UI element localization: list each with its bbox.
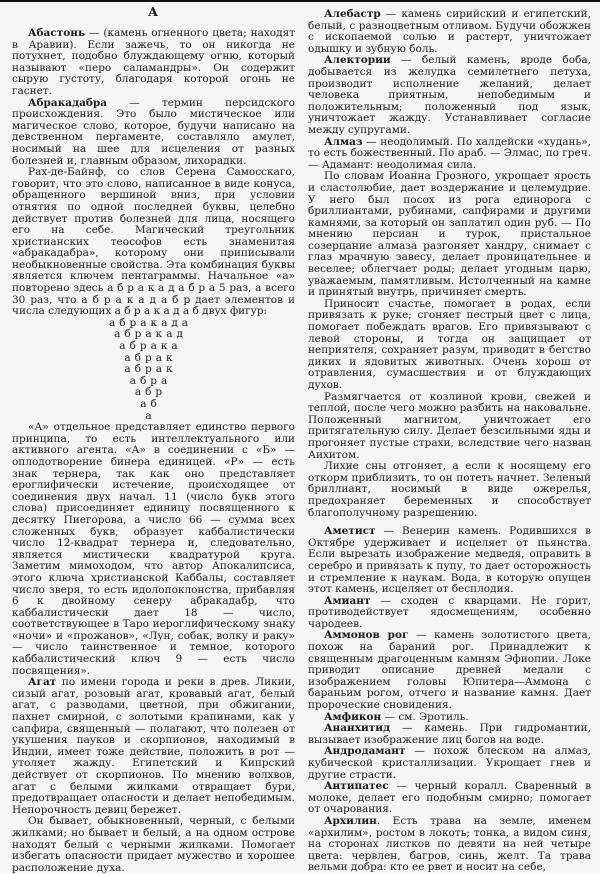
dictionary-entry — [12, 28, 295, 98]
dictionary-entry — [308, 55, 591, 136]
dictionary-entry — [308, 746, 591, 781]
entry-headword: Архилин — [324, 814, 377, 827]
entry-body-text: — Венерин камень. Родившихся в Октябре удерживает и исцеляет от пьянства. Если вырезать изображение медведя, оправить в серебро и привязать к пупу, то дает осторожность и стремление к наукам. Вода, в которую опущен этот камень, исцеляет от бесплодия. — [308, 525, 591, 596]
abracadabra-triangle — [6, 318, 295, 422]
entry-headword: Амфикон — [324, 710, 382, 723]
entry-headword: Амиант — [324, 594, 371, 607]
triangle-line: абракада — [108, 316, 193, 329]
dictionary-entry — [308, 630, 591, 711]
entry-body-text: — белый камень, вроде боба, добывается из желудка семилетнего петуха, производит исполнение желаний, делает человека приятным, непобедимым и положительным; положенный под язык, уничтожает жажду. Устанавливает согласие между супругами. — [308, 54, 591, 136]
entry-body-text: — камень. При гидромантии, вызывает изображение лиц богов на воде. — [308, 722, 591, 746]
entry-body-text: Размягчается от козлиной крови, свежей и теплой, после чего можно разбить на наковальне. Положенный магнитом, уничтожает его притягательную силу. Делает безсильными яды и прогоняет пустые страхи, вследствие чего назван Аихитом. — [308, 390, 591, 461]
entry-headword: Андродамант — [324, 745, 406, 758]
entry-body-text: «А» отдельное представляет единство первого принципа, то есть интеллектуального или активного агента. «А» в соединении с «Б» — оплодотворение бинера единицей. «Р» — есть знак тернера, так как оно представляет ероглифически истечение, происходящее от соединения двух начал. 11 (число букв этого слова) присоединяет единицу посвященного к десятку Пиегорова, а число 66 — сумма всех сложенных букв, образует каббалистически число 12-квадрат тернера и, следовательно, является мистически квадратурой круга. Заметим мимоходом, что автор Апокалипсиса, этого ключа христианской Каббалы, составляет число зверя, то есть идолопоклонства, прибавляя 6 к двойному сенеру абракадабр, что каббалистически дает 18 — число, соответствующее в Таро иероглифическому знаку «ночи» и «прожанов», «Лун, собак, волку и раку» — число таинственное и темное, которого каббалистический ключ 9 — есть число посвящения». — [12, 421, 295, 677]
triangle-line: абрак — [124, 351, 177, 364]
entry-headword: Агат — [28, 676, 57, 689]
dictionary-entry — [308, 9, 591, 55]
entry-body-text: — термин персидского происхождения. Это было мистическое или магическое слово, которое, будучи написано на девственном пергаменте, составляло амулет, носимый на шее для исцеления от разных болезней и, главным образом, лихорадки. — [12, 96, 295, 167]
entry-headword: Антипатес — [324, 780, 389, 793]
entry-headword: Ананхитид — [324, 722, 391, 735]
entry-body-text: Лихие сны отгоняет, а если к носящему его откорм приблизить, то он потеть начнет. Зеленый бриллиант, носимый в виде ожерелья, предохраняет беременных и способствует благополучному разрешению. — [308, 460, 591, 519]
entry-body-text: — камень золотистого цвета, похож на бараний рог. Принадлежит к священным драгоценным камням Эфиопии. Локе приводит описание древней медали с изображением головы Юпитера—Аммона с бараньим рогом, отчего и название камня. Дает пророческие сновидения. — [308, 629, 592, 712]
entry-paragraph — [308, 392, 591, 462]
right-column — [308, 2, 592, 874]
entry-body-text: Рах-де-Байнф, со слов Серена Самосскаго, говорит, что это слово, написанное в виде конуса, обращенного вершиной вниз, при условии отнятия по одной последней буквы, целебно действует против болезней для лица, носящего его на себе. Магический треугольник христианских теософов есть знаменитая «абракадабра», которому они приписывали необыкновенные свойства. Эта комбинация буквы является ключем пентаграммы. Начальное «а» повторено здесь а б р а к а д а б р а 5 раз, а всего 30 раз, что а б р а к а д а б р дает элементов и числа следующих а б р а к а д а б двух фигур: — [12, 166, 295, 318]
entry-body-text: Он бывает, обыкновенный, черный, с белыми жилками; но бывает и белый, а на одном острове находят белый с черными жилками. Помогает избегать опасности придает мужество и хорошее расположение духа. — [12, 815, 295, 874]
entry-paragraph — [308, 171, 591, 299]
dictionary-entry — [308, 781, 591, 816]
entry-body-text: — см. Эротиль. — [381, 710, 469, 723]
entry-paragraph — [308, 299, 591, 392]
entry-headword: Аммонов рог — [324, 629, 409, 642]
dictionary-entry — [12, 677, 295, 816]
entry-body-text: — черный коралл. Сваренный в молоке, делает его подобным смирно; помогает от очарования. — [308, 780, 591, 816]
entry-headword: Алектории — [324, 54, 391, 67]
entry-body-text: по имени города и реки в древ. Ликии, сизый агат, розовый агат, кровавый агат, белый агат, с разводами, цветной, при обжигании, пахнет смирной, с золотыми крапинами, как у сапфира, священный — полагают, что полезен от укушения пауков и скорпионов, находимый в Индии, имеет тоже действие, положить в рот — утоляет жажду. Египетский и Кипрский действует от скорпионов. По мнению волхвов, агат с белыми жилками отвращает бури, предотвращает опасности и делает непобедимым. Непорочность девиц бережет. — [12, 676, 295, 816]
dictionary-entry — [308, 526, 591, 596]
triangle-line: абр — [134, 386, 167, 399]
dictionary-entry — [12, 98, 295, 168]
entry-body-text: — (камень огненного цвета; находят в Аравии). Если зажечь, то он никогда не потухнет, подобно блуждающему огню, который называют «перо саламандры». Он содержит сырую густоту, благодаря которой огонь не гаснет. — [12, 27, 295, 97]
triangle-line: а — [145, 409, 156, 422]
entry-body-text: . Есть трава на земле, именем «архилим», ростом в локоть; тонка, а видом синя, на сторонах листков по девяти на ней четыре цвета: червлен, багров, синь, желт. Та трава вельми добра: кто ее рвет и носит на себе, — [308, 814, 591, 874]
triangle-line: абрака — [119, 340, 182, 353]
entry-body-text: — похож блеском на алмаз, кубической кристаллизации. Укрощает гнев и другие страсти. — [308, 745, 591, 781]
entry-paragraph — [12, 422, 295, 677]
triangle-line: абракад — [114, 328, 187, 341]
entry-paragraph — [12, 816, 295, 874]
dictionary-entry — [308, 137, 591, 172]
entry-body-text: — камень сирийский и египетский, белый, с разноцветным отливом. Будучи обожжен с ископаемой солью и растерт, уничтожает одышку и зубную боль. — [308, 8, 591, 55]
triangle-line: абра — [129, 374, 172, 387]
section-letter-heading: А — [147, 4, 160, 19]
dictionary-entry — [308, 723, 591, 746]
entry-paragraph — [12, 167, 295, 318]
entry-headword: Алебастр — [324, 8, 381, 20]
left-column — [12, 2, 295, 874]
triangle-line: абрак — [124, 363, 177, 376]
dictionary-entry — [308, 596, 591, 631]
entry-headword: Абракадабра — [28, 96, 108, 109]
triangle-line: аб — [140, 398, 161, 410]
entry-headword: Аметист — [324, 525, 376, 538]
entry-body-text: — сходен с кварцами. Не горит, противодействует ядосмещениям, особенно чародеев. — [308, 594, 591, 630]
entry-headword: Алмаз — [324, 135, 363, 148]
entry-body-text: По словам Иоанна Грозного, укрощает ярость и сластолюбие, дает воздержание и целемудрие. У него был посох из рога единорога с бриллиантами, рубинами, сапфирами и другими камнями, за который он заплатил один руб. — По мнению персиан и турок, пристальное созерцание алмаза разгоняет хандру, снимает с глаз мрачную завесу, делает проницательнее и веселее; облегчает роды; делает угодным царю, уважаемым, памятливым. Истолченный на камне и принятый внутрь, причиняет смерть. — [308, 170, 591, 299]
entry-body-text: Приносит счастье, помогает в родах, если привязать к руке; сгоняет пестрый цвет с лица, помогает побеждать врагов. Его привязывают с левой стороны, и тогда он защищает от неприятеля, сохраняет разум, приводит в бегство диких и ядовитых животных. Очень хорош от отравления, сумасшествия и от блуждающих духов. — [308, 297, 591, 391]
page-top-rule — [0, 0, 600, 2]
entry-body-text: — неодолимый. По халдейски «худань», то есть божественный. По араб. — Элмас, по греч. — Адамант: неодолимая сила. — [308, 135, 591, 171]
entry-paragraph — [308, 461, 591, 519]
entry-headword: Абастонь — [28, 27, 86, 39]
